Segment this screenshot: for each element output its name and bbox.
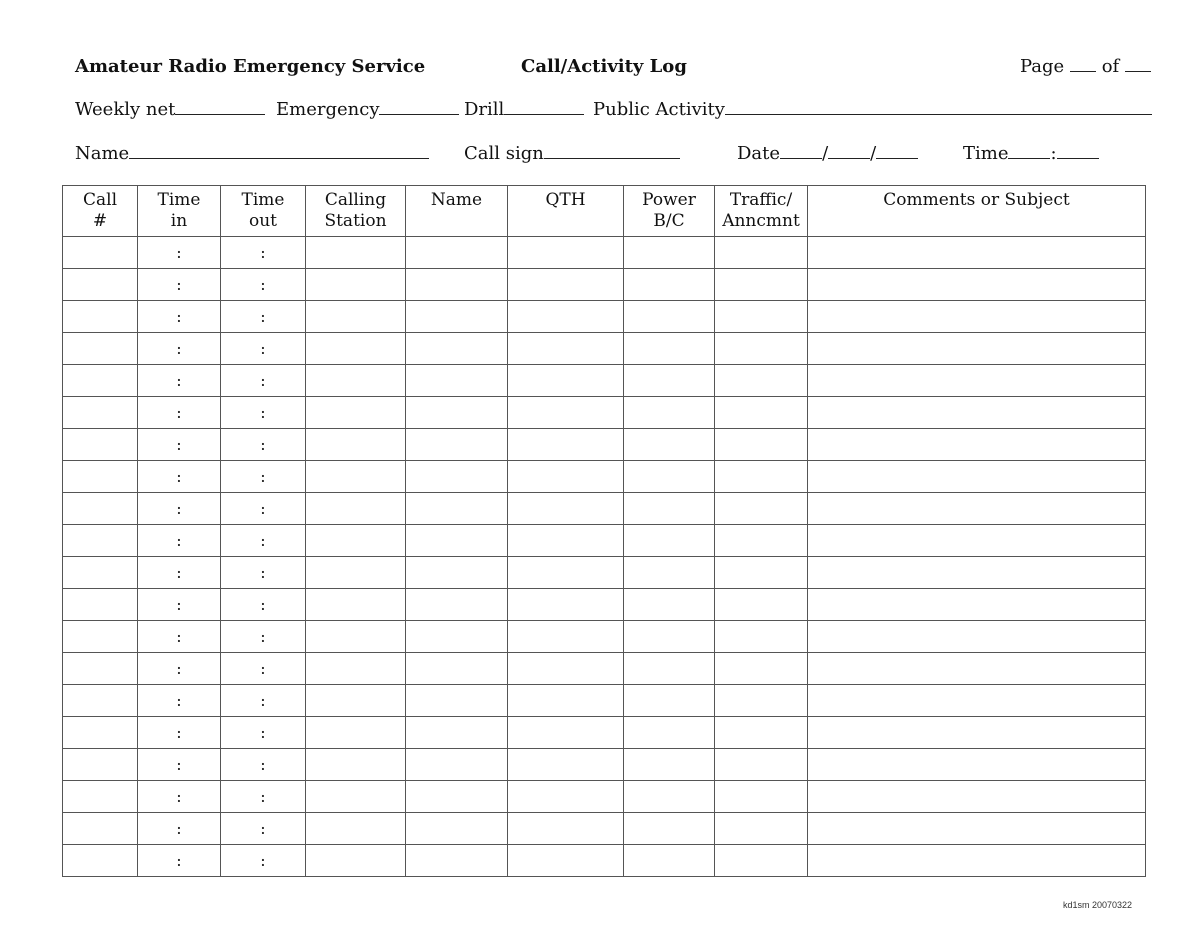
table-cell[interactable] — [406, 781, 508, 813]
table-cell[interactable] — [808, 781, 1146, 813]
time-out-cell[interactable]: : — [221, 813, 306, 845]
table-cell[interactable] — [306, 685, 406, 717]
time-in-cell[interactable]: : — [138, 845, 221, 877]
table-row — [63, 845, 1146, 877]
name-input[interactable] — [129, 143, 429, 159]
time-in-cell[interactable]: : — [138, 557, 221, 589]
time-out-cell[interactable]: : — [221, 237, 306, 269]
table-header-row — [63, 186, 1146, 237]
table-cell[interactable] — [808, 365, 1146, 397]
time-out-cell[interactable]: : — [221, 653, 306, 685]
time-out-cell[interactable]: : — [221, 493, 306, 525]
time-minute-input[interactable] — [1057, 143, 1099, 159]
date-field — [737, 143, 918, 164]
table-cell[interactable] — [406, 397, 508, 429]
table-row — [63, 749, 1146, 781]
column-header — [715, 186, 808, 237]
table-cell[interactable] — [715, 269, 808, 301]
table-cell[interactable] — [406, 685, 508, 717]
table-cell[interactable] — [624, 397, 715, 429]
table-cell[interactable] — [508, 557, 624, 589]
table-row — [63, 429, 1146, 461]
table-cell[interactable] — [406, 717, 508, 749]
page-number-input[interactable] — [1070, 56, 1096, 72]
page-label: Page — [1020, 56, 1065, 77]
time-in-cell[interactable]: : — [138, 237, 221, 269]
table-cell[interactable] — [624, 525, 715, 557]
table-row — [63, 301, 1146, 333]
form-title: Call/Activity Log — [521, 56, 687, 77]
table-cell[interactable] — [715, 461, 808, 493]
table-cell[interactable] — [624, 621, 715, 653]
table-cell[interactable] — [715, 813, 808, 845]
column-header-line2: Station — [324, 211, 387, 231]
table-cell[interactable] — [306, 653, 406, 685]
table-row — [63, 685, 1146, 717]
time-out-cell[interactable]: : — [221, 301, 306, 333]
call-sign-input[interactable] — [544, 143, 680, 159]
table-cell[interactable] — [624, 493, 715, 525]
time-field — [963, 143, 1099, 164]
table-body — [63, 237, 1146, 877]
column-header — [508, 186, 624, 237]
page-of-label: of — [1101, 56, 1120, 77]
date-separator: / — [870, 143, 877, 164]
date-label: Date — [737, 143, 781, 164]
table-cell[interactable] — [508, 781, 624, 813]
table-cell[interactable] — [306, 461, 406, 493]
time-in-cell[interactable]: : — [138, 717, 221, 749]
drill-label: Drill — [464, 99, 505, 120]
table-row — [63, 493, 1146, 525]
table-cell[interactable] — [624, 365, 715, 397]
table-cell[interactable] — [306, 493, 406, 525]
time-separator: : — [1050, 143, 1057, 164]
table-cell[interactable] — [306, 365, 406, 397]
time-in-cell[interactable]: : — [138, 685, 221, 717]
table-cell[interactable] — [508, 685, 624, 717]
table-cell[interactable] — [715, 333, 808, 365]
table-cell[interactable] — [808, 461, 1146, 493]
table-cell[interactable] — [715, 493, 808, 525]
table-cell[interactable] — [63, 333, 138, 365]
table-cell[interactable] — [63, 589, 138, 621]
table-row — [63, 589, 1146, 621]
column-header-line2: B/C — [653, 211, 685, 231]
table-cell[interactable] — [808, 237, 1146, 269]
table-row — [63, 365, 1146, 397]
time-out-cell[interactable]: : — [221, 333, 306, 365]
table-cell[interactable] — [808, 749, 1146, 781]
time-in-cell[interactable]: : — [138, 429, 221, 461]
weekly-net-field — [75, 99, 265, 120]
table-cell[interactable] — [306, 717, 406, 749]
table-cell[interactable] — [63, 845, 138, 877]
table-cell[interactable] — [508, 813, 624, 845]
table-cell[interactable] — [63, 237, 138, 269]
table-cell[interactable] — [406, 493, 508, 525]
emergency-input[interactable] — [379, 99, 459, 115]
table-cell[interactable] — [808, 397, 1146, 429]
date-month-input[interactable] — [780, 143, 822, 159]
table-cell[interactable] — [808, 589, 1146, 621]
public-activity-input[interactable] — [725, 99, 1152, 115]
public-activity-label: Public Activity — [593, 99, 725, 120]
table-cell[interactable] — [715, 589, 808, 621]
table-cell[interactable] — [306, 397, 406, 429]
table-cell[interactable] — [808, 717, 1146, 749]
table-cell[interactable] — [306, 557, 406, 589]
column-header-line1: Comments or Subject — [883, 190, 1070, 210]
table-cell[interactable] — [508, 301, 624, 333]
table-cell[interactable] — [406, 557, 508, 589]
time-in-cell[interactable]: : — [138, 397, 221, 429]
table-row — [63, 333, 1146, 365]
table-cell[interactable] — [508, 429, 624, 461]
table-cell[interactable] — [406, 269, 508, 301]
table-cell[interactable] — [624, 653, 715, 685]
table-cell[interactable] — [508, 621, 624, 653]
table-cell[interactable] — [624, 749, 715, 781]
table-row — [63, 621, 1146, 653]
column-header-line2: # — [92, 211, 108, 231]
table-cell[interactable] — [63, 365, 138, 397]
table-cell[interactable] — [508, 845, 624, 877]
time-in-cell[interactable]: : — [138, 301, 221, 333]
call-sign-field — [464, 143, 680, 164]
time-out-cell[interactable]: : — [221, 749, 306, 781]
time-in-cell[interactable]: : — [138, 365, 221, 397]
call-log-table — [62, 185, 1146, 877]
public-activity-field — [593, 99, 1152, 120]
date-day-input[interactable] — [828, 143, 870, 159]
time-in-cell[interactable]: : — [138, 493, 221, 525]
table-cell[interactable] — [406, 301, 508, 333]
column-header-line2: in — [170, 211, 188, 231]
table-cell[interactable] — [63, 557, 138, 589]
column-header-line1: QTH — [545, 190, 586, 210]
table-cell[interactable] — [715, 429, 808, 461]
table-cell[interactable] — [808, 525, 1146, 557]
table-cell[interactable] — [63, 301, 138, 333]
table-cell[interactable] — [715, 749, 808, 781]
time-out-cell[interactable]: : — [221, 365, 306, 397]
table-cell[interactable] — [508, 237, 624, 269]
time-in-cell[interactable]: : — [138, 461, 221, 493]
table-cell[interactable] — [306, 237, 406, 269]
table-cell[interactable] — [508, 461, 624, 493]
table-row — [63, 397, 1146, 429]
table-cell[interactable] — [624, 717, 715, 749]
table-cell[interactable] — [406, 813, 508, 845]
column-header-line2: out — [248, 211, 277, 231]
table-cell[interactable] — [406, 653, 508, 685]
emergency-field — [276, 99, 459, 120]
time-out-cell[interactable]: : — [221, 397, 306, 429]
time-out-cell[interactable]: : — [221, 557, 306, 589]
version-stamp: kd1sm 20070322 — [1063, 900, 1133, 910]
table-cell[interactable] — [508, 269, 624, 301]
table-cell[interactable] — [715, 685, 808, 717]
table-row — [63, 557, 1146, 589]
table-cell[interactable] — [508, 717, 624, 749]
time-out-cell[interactable]: : — [221, 845, 306, 877]
table-cell[interactable] — [508, 653, 624, 685]
time-hour-input[interactable] — [1008, 143, 1050, 159]
table-cell[interactable] — [63, 397, 138, 429]
table-cell[interactable] — [715, 397, 808, 429]
table-cell[interactable] — [624, 781, 715, 813]
column-header-line1: Time — [241, 190, 285, 210]
table-cell[interactable] — [624, 461, 715, 493]
time-in-cell[interactable]: : — [138, 813, 221, 845]
time-out-cell[interactable]: : — [221, 269, 306, 301]
table-cell[interactable] — [306, 429, 406, 461]
table-cell[interactable] — [808, 653, 1146, 685]
emergency-label: Emergency — [276, 99, 380, 120]
time-out-cell[interactable]: : — [221, 621, 306, 653]
table-cell[interactable] — [508, 589, 624, 621]
table-cell[interactable] — [715, 525, 808, 557]
table-cell[interactable] — [715, 717, 808, 749]
table-cell[interactable] — [624, 301, 715, 333]
table-cell[interactable] — [306, 845, 406, 877]
table-cell[interactable] — [63, 429, 138, 461]
table-cell[interactable] — [406, 429, 508, 461]
table-row — [63, 653, 1146, 685]
time-out-cell[interactable]: : — [221, 461, 306, 493]
table-cell[interactable] — [715, 365, 808, 397]
page-total-input[interactable] — [1125, 56, 1151, 72]
call-sign-label: Call sign — [464, 143, 544, 164]
table-cell[interactable] — [808, 333, 1146, 365]
table-row — [63, 813, 1146, 845]
table-cell[interactable] — [306, 333, 406, 365]
column-header — [138, 186, 221, 237]
table-cell[interactable] — [63, 493, 138, 525]
time-out-cell[interactable]: : — [221, 589, 306, 621]
time-label: Time — [963, 143, 1009, 164]
time-in-cell[interactable]: : — [138, 621, 221, 653]
time-out-cell[interactable]: : — [221, 781, 306, 813]
column-header-line2: Anncmnt — [722, 211, 800, 231]
table-cell[interactable] — [63, 717, 138, 749]
column-header — [624, 186, 715, 237]
time-in-cell[interactable]: : — [138, 653, 221, 685]
time-in-cell[interactable]: : — [138, 525, 221, 557]
column-header-line1: Call — [82, 190, 118, 210]
table-cell[interactable] — [406, 621, 508, 653]
column-header-line1: Power — [642, 190, 696, 210]
table-cell[interactable] — [508, 493, 624, 525]
table-cell[interactable] — [306, 621, 406, 653]
table-cell[interactable] — [624, 589, 715, 621]
org-title: Amateur Radio Emergency Service — [75, 56, 426, 77]
table-cell[interactable] — [63, 269, 138, 301]
table-row — [63, 717, 1146, 749]
time-out-cell[interactable]: : — [221, 717, 306, 749]
column-header — [808, 186, 1146, 237]
time-in-cell[interactable]: : — [138, 749, 221, 781]
column-header-line1: Calling — [324, 190, 387, 210]
table-cell[interactable] — [624, 429, 715, 461]
table-cell[interactable] — [715, 781, 808, 813]
column-header — [221, 186, 306, 237]
table-cell[interactable] — [808, 557, 1146, 589]
table-cell[interactable] — [624, 557, 715, 589]
table-cell[interactable] — [715, 301, 808, 333]
column-header-line1: Traffic/ — [729, 190, 793, 210]
table-cell[interactable] — [715, 557, 808, 589]
table-cell[interactable] — [624, 685, 715, 717]
table-cell[interactable] — [508, 749, 624, 781]
table-cell[interactable] — [406, 461, 508, 493]
table-cell[interactable] — [808, 845, 1146, 877]
table-row — [63, 781, 1146, 813]
column-header — [406, 186, 508, 237]
table-cell[interactable] — [306, 269, 406, 301]
table-cell[interactable] — [508, 365, 624, 397]
table-cell[interactable] — [808, 429, 1146, 461]
table-cell[interactable] — [508, 397, 624, 429]
table-cell[interactable] — [808, 685, 1146, 717]
table-row — [63, 461, 1146, 493]
column-header — [63, 186, 138, 237]
table-cell[interactable] — [63, 653, 138, 685]
time-in-cell[interactable]: : — [138, 781, 221, 813]
table-cell[interactable] — [406, 845, 508, 877]
table-cell[interactable] — [406, 333, 508, 365]
table-cell[interactable] — [406, 365, 508, 397]
page-number-field — [1020, 56, 1151, 77]
table-cell[interactable] — [508, 525, 624, 557]
time-out-cell[interactable]: : — [221, 525, 306, 557]
table-cell[interactable] — [306, 749, 406, 781]
time-out-cell[interactable]: : — [221, 685, 306, 717]
table-cell[interactable] — [406, 237, 508, 269]
time-in-cell[interactable]: : — [138, 333, 221, 365]
drill-input[interactable] — [504, 99, 584, 115]
table-cell[interactable] — [306, 781, 406, 813]
table-cell[interactable] — [624, 845, 715, 877]
time-in-cell[interactable]: : — [138, 269, 221, 301]
weekly-net-label: Weekly net — [75, 99, 176, 120]
time-in-cell[interactable]: : — [138, 589, 221, 621]
table-cell[interactable] — [715, 237, 808, 269]
table-cell[interactable] — [63, 461, 138, 493]
table-cell[interactable] — [306, 589, 406, 621]
table-cell[interactable] — [808, 621, 1146, 653]
table-cell[interactable] — [63, 621, 138, 653]
table-cell[interactable] — [63, 813, 138, 845]
weekly-net-input[interactable] — [175, 99, 265, 115]
time-out-cell[interactable]: : — [221, 429, 306, 461]
drill-field — [464, 99, 584, 120]
table-cell[interactable] — [406, 525, 508, 557]
table-cell[interactable] — [624, 269, 715, 301]
name-label: Name — [75, 143, 130, 164]
column-header-line1: Time — [157, 190, 201, 210]
table-cell[interactable] — [808, 269, 1146, 301]
table-cell[interactable] — [508, 333, 624, 365]
column-header — [306, 186, 406, 237]
table-cell[interactable] — [63, 525, 138, 557]
table-cell[interactable] — [715, 653, 808, 685]
table-row — [63, 525, 1146, 557]
table-cell[interactable] — [624, 813, 715, 845]
table-cell[interactable] — [715, 621, 808, 653]
table-cell[interactable] — [406, 749, 508, 781]
table-row — [63, 269, 1146, 301]
table-cell[interactable] — [63, 749, 138, 781]
table-cell[interactable] — [808, 301, 1146, 333]
table-row — [63, 237, 1146, 269]
date-separator: / — [822, 143, 829, 164]
table-cell[interactable] — [715, 845, 808, 877]
table-cell[interactable] — [63, 781, 138, 813]
table-cell[interactable] — [306, 813, 406, 845]
table-cell[interactable] — [624, 333, 715, 365]
date-year-input[interactable] — [876, 143, 918, 159]
name-field — [75, 143, 429, 164]
column-header-line1: Name — [430, 190, 483, 210]
table-cell[interactable] — [63, 685, 138, 717]
table-cell[interactable] — [306, 301, 406, 333]
table-cell[interactable] — [306, 525, 406, 557]
table-cell[interactable] — [808, 813, 1146, 845]
table-cell[interactable] — [808, 493, 1146, 525]
table-cell[interactable] — [406, 589, 508, 621]
table-cell[interactable] — [624, 237, 715, 269]
